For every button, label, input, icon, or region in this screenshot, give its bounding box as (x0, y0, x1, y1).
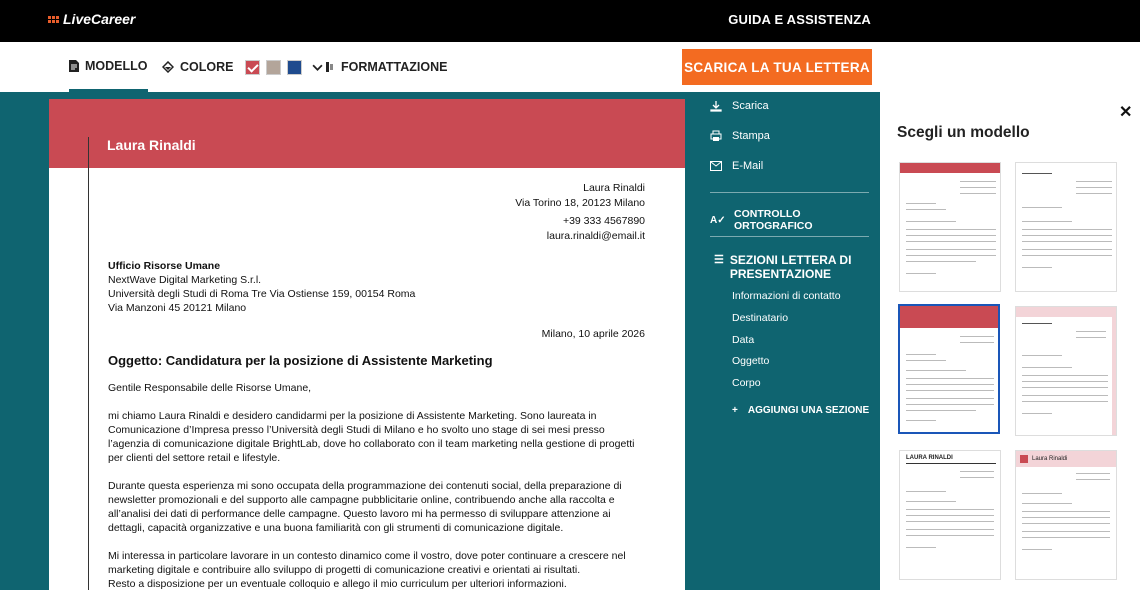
color-swatch-red[interactable] (245, 60, 260, 75)
livecareer-logo[interactable] (48, 11, 135, 27)
thumb-side-band (1112, 307, 1116, 435)
template-thumbnail-selected[interactable] (898, 304, 1000, 434)
template-panel-title: Scegli un modello (897, 124, 1030, 141)
section-link-subject[interactable]: Oggetto (732, 355, 770, 367)
print-action-label: Stampa (732, 130, 770, 142)
thumb-header-name: LAURA RINALDI (906, 455, 953, 461)
download-letter-button[interactable]: SCARICA LA TUA LETTERA (682, 49, 872, 85)
recipient-company: NextWave Digital Marketing S.r.l. (108, 274, 262, 286)
recipient-department: Ufficio Risorse Umane (108, 260, 221, 272)
letter-paragraph: mi chiamo Laura Rinaldi e desidero candidarmi per la posizione di Assistente Marketing. Sono laureata in Comunicazione d’Impresa presso l’Università degli Studi di Milano e ho svolto uno stage di sei mesi presso l’agenzia di comunicazione digitale BrightLab, dove ho collaborato con il team marketing nella gestione di progetti per clienti del settore retail e lifestyle. (108, 410, 635, 464)
template-thumbnail[interactable] (899, 450, 1001, 580)
printer-icon (710, 130, 722, 142)
email-action-label: E-Mail (732, 160, 764, 172)
section-link-body[interactable]: Corpo (732, 377, 761, 389)
logo-text: LiveCareer (63, 11, 136, 27)
section-link-date[interactable]: Data (732, 334, 755, 346)
sender-block[interactable] (515, 181, 645, 244)
thumb-header-band (1016, 307, 1116, 317)
menu-divider (710, 236, 869, 237)
template-thumbnail[interactable] (1015, 162, 1117, 292)
side-menu (710, 92, 870, 590)
thumb-accent-box (1020, 455, 1028, 463)
add-section-button[interactable] (732, 405, 869, 416)
color-picker (162, 42, 323, 92)
add-section-label: AGGIUNGI UNA SEZIONE (747, 405, 870, 416)
template-panel (880, 92, 1140, 590)
letter-header-name: Laura Rinaldi (107, 137, 196, 153)
letter-paragraph: Resto a disposizione per un eventuale colloquio e allego il mio curriculum per ulteriori informazioni. (108, 578, 567, 590)
formatting-tab[interactable] (325, 42, 447, 92)
chevron-down-icon[interactable] (312, 64, 323, 71)
sender-email: laura.rinaldi@email.it (546, 230, 645, 242)
sender-phone: +39 333 4567890 (562, 215, 645, 227)
template-thumbnail[interactable] (1015, 450, 1117, 580)
sender-address: Via Torino 18, 20123 Milano (515, 197, 645, 209)
template-tab-label: MODELLO (85, 58, 148, 73)
template-thumbnail[interactable] (899, 162, 1001, 292)
letter-side-rule (88, 137, 89, 590)
print-action[interactable] (710, 130, 770, 142)
thumb-header-band (900, 163, 1000, 173)
letter-body[interactable] (108, 381, 648, 590)
recipient-line-2: Università degli Studi di Roma Tre Via Ostiense 159, 00154 Roma (108, 288, 416, 300)
sections-heading (714, 253, 851, 281)
paint-bucket-icon (162, 61, 174, 73)
download-icon (710, 100, 722, 112)
section-link-contact[interactable]: Informazioni di contatto (732, 290, 841, 302)
spellcheck-icon: A✓ (710, 214, 726, 226)
letter-subject[interactable]: Oggetto: Candidatura per la posizione di Assistente Marketing (108, 353, 493, 368)
section-link-recipient[interactable]: Destinatario (732, 312, 789, 324)
list-icon: ☰ (714, 254, 724, 266)
letter-date[interactable]: Milano, 10 aprile 2026 (541, 328, 645, 340)
letter-paragraph: Durante questa esperienza mi sono occupata della programmazione dei contenuti social, della preparazione di newsletter promozionali e del supporto alle campagne pubblicitarie online, contribuendo anche alla raccolta e all’analisi dei dati di performance delle campagne. Questo lavoro mi ha permesso di sviluppare attenzione ai dettagli, capacità organizzative e una buona familiarità con gli strumenti di comunicazione digitale. (108, 480, 622, 534)
letter-preview (49, 99, 685, 590)
color-swatch-taupe[interactable] (266, 60, 281, 75)
top-bar (0, 0, 1140, 42)
letter-greeting: Gentile Responsabile delle Risorse Umane, (108, 382, 312, 394)
logo-mark-icon (48, 16, 59, 23)
color-label: COLORE (180, 60, 234, 74)
sections-heading-line-1: SEZIONI LETTERA DI (729, 253, 852, 267)
thumb-header-band (900, 306, 998, 328)
editor-toolbar (0, 42, 1140, 92)
spellcheck-action[interactable] (710, 208, 870, 232)
recipient-line-3: Via Manzoni 45 20121 Milano (108, 302, 247, 314)
sender-name: Laura Rinaldi (583, 182, 645, 194)
letter-paragraph: Mi interessa in particolare lavorare in un contesto dinamico come il vostro, dove poter continuare a crescere nel marketing digitale e contribuire allo sviluppo di progetti di comunicazione creativi e orientati ai risultati. (108, 550, 626, 576)
template-thumbnail[interactable] (1015, 306, 1117, 436)
mail-icon (710, 161, 722, 171)
template-tab[interactable] (69, 42, 148, 92)
thumb-header-name: Laura Rinaldi (1032, 456, 1068, 462)
letter-header-band (49, 99, 685, 168)
formatting-tab-label: FORMATTAZIONE (341, 60, 448, 74)
color-swatch-blue[interactable] (287, 60, 302, 75)
close-icon[interactable]: ✕ (1119, 104, 1133, 121)
document-icon (69, 60, 79, 72)
sections-heading-line-2: PRESENTAZIONE (729, 267, 831, 281)
help-link[interactable]: GUIDA E ASSISTENZA (728, 12, 871, 27)
plus-icon: + (732, 405, 738, 416)
download-action-label: Scarica (732, 100, 769, 112)
spellcheck-label: CONTROLLO ORTOGRAFICO (734, 208, 813, 232)
menu-divider (710, 192, 869, 193)
email-action[interactable] (710, 160, 763, 172)
format-icon (325, 61, 335, 73)
download-action[interactable] (710, 100, 769, 112)
recipient-block[interactable] (108, 259, 415, 315)
